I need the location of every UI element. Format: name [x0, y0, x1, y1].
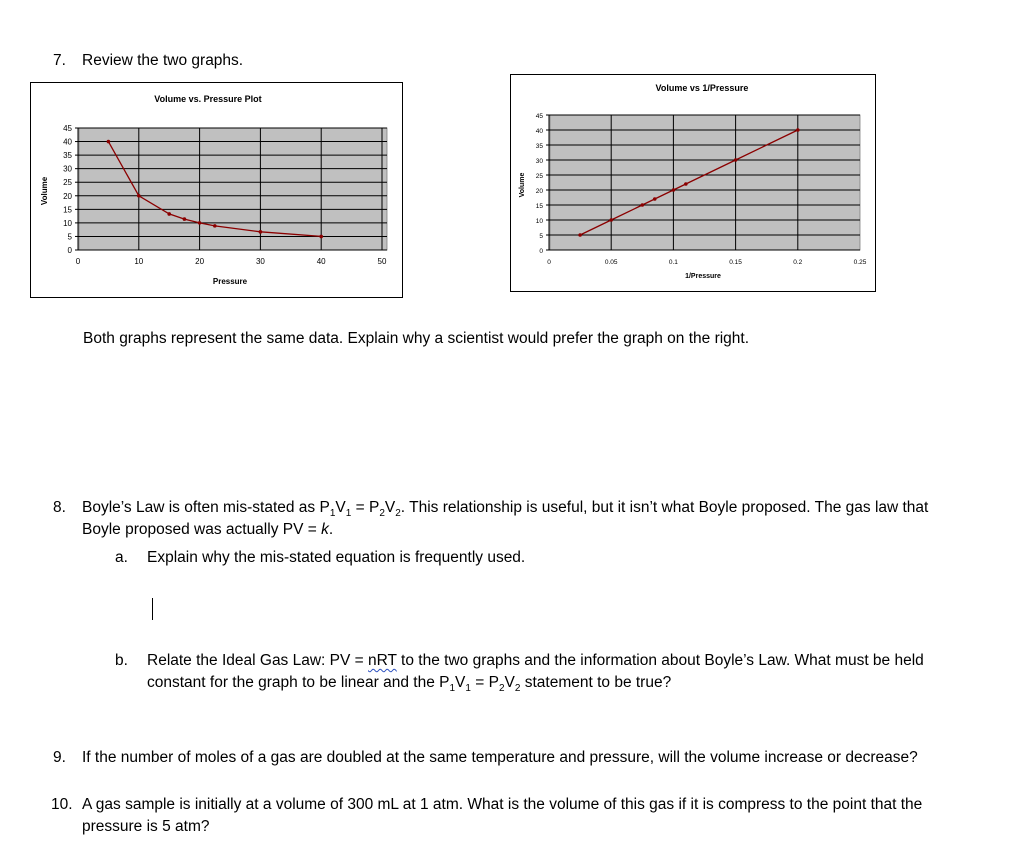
x-tick-label: 0.25 [853, 259, 867, 266]
x-tick-label: 0 [547, 259, 551, 266]
spellcheck-word[interactable]: nRT [368, 652, 397, 669]
y-tick-label: 20 [63, 191, 72, 201]
y-tick-label: 15 [535, 203, 543, 210]
data-point [107, 140, 111, 144]
x-tick-label: 50 [377, 257, 387, 266]
question-8b [115, 650, 924, 672]
y-tick-label: 40 [63, 137, 72, 147]
x-tick-label: 30 [255, 257, 265, 266]
question-7-number: 7. [53, 52, 66, 69]
data-point [684, 182, 688, 186]
question-8a-label: a. [115, 549, 128, 566]
x-axis-label: 1/Pressure [685, 273, 721, 280]
question-10-line-2: pressure is 5 atm? [82, 818, 210, 835]
data-point [137, 194, 141, 198]
y-tick-label: 15 [63, 205, 72, 215]
y-tick-label: 10 [63, 218, 72, 228]
data-point [167, 212, 171, 216]
question-9-number: 9. [53, 749, 66, 766]
question-10-number: 10. [51, 796, 73, 813]
y-tick-label: 40 [535, 128, 543, 135]
volume-inverse-pressure-chart [510, 74, 876, 292]
x-axis-label: Pressure [212, 277, 248, 286]
y-tick-label: 5 [539, 233, 543, 240]
plot-area [550, 115, 860, 250]
question-10 [51, 794, 923, 816]
question-8a-text: Explain why the mis-stated equation is frequently used. [147, 549, 526, 566]
question-8b-label: b. [115, 652, 128, 669]
y-tick-label: 5 [67, 232, 72, 242]
data-point [259, 230, 263, 234]
data-point [734, 158, 738, 162]
volume-pressure-chart [30, 82, 403, 298]
y-tick-label: 45 [535, 113, 543, 120]
question-9-text: If the number of moles of a gas are doubled at the same temperature and pressure, will the volume increase or decrease? [82, 749, 918, 766]
question-10-line-1: A gas sample is initially at a volume of 300 mL at 1 atm. What is the volume of this gas if it is compress to the point that the [82, 796, 923, 813]
text-cursor[interactable] [152, 598, 153, 620]
data-point [609, 218, 613, 222]
question-8a [115, 547, 526, 569]
question-8b-line-2: constant for the graph to be linear and the $P_1V_1 = P_2V_2$ statement to be true? [147, 674, 672, 695]
data-point [319, 235, 323, 239]
y-tick-label: 30 [63, 164, 72, 174]
y-tick-label: 20 [535, 188, 543, 195]
y-axis-label: Volume [40, 176, 49, 206]
data-point [213, 224, 217, 228]
question-7-text: Review the two graphs. [82, 52, 244, 69]
chart-title: Volume vs 1/Pressure [655, 83, 749, 93]
chart-title: Volume vs. Pressure Plot [154, 94, 262, 104]
volume-inverse-pressure-chart-svg [511, 75, 875, 291]
y-axis-label: Volume [519, 172, 526, 198]
data-point [796, 128, 800, 132]
data-point [198, 221, 202, 225]
x-tick-label: 10 [134, 257, 144, 266]
x-tick-label: 0.15 [729, 259, 742, 266]
x-tick-label: 0.2 [793, 259, 803, 266]
data-point [672, 188, 676, 192]
question-8-line-1: Boyle’s Law is often mis-stated as $P_1V_1 = P_2V_2$. This relationship is useful, but it isn’t what Boyle proposed. The gas law that [82, 499, 929, 520]
question-8-number: 8. [53, 499, 66, 516]
question-8-line-2: Boyle proposed was actually PV = k. [82, 521, 334, 538]
data-point [641, 203, 645, 207]
data-point [653, 197, 657, 201]
y-tick-label: 35 [63, 151, 72, 161]
question-7-prompt [53, 50, 244, 72]
x-tick-label: 40 [316, 257, 326, 266]
question-9 [53, 747, 918, 769]
plot-area [79, 128, 387, 250]
y-tick-label: 0 [67, 246, 72, 255]
y-tick-label: 25 [535, 173, 543, 180]
question-8b-line-1: Relate the Ideal Gas Law: PV = nRT to the two graphs and the information about Boyle’s Law. What must be held [147, 652, 924, 669]
y-tick-label: 30 [535, 158, 543, 165]
volume-pressure-chart-svg [31, 83, 402, 297]
y-tick-label: 45 [63, 124, 72, 133]
y-tick-label: 10 [535, 218, 543, 225]
x-tick-label: 0 [75, 257, 81, 266]
x-tick-label: 20 [195, 257, 205, 266]
question-8 [53, 497, 929, 520]
x-tick-label: 0.05 [604, 259, 618, 266]
x-tick-label: 0.1 [668, 259, 678, 266]
data-point [183, 217, 187, 221]
data-point [578, 233, 582, 237]
y-tick-label: 35 [535, 143, 543, 150]
y-tick-label: 0 [539, 248, 543, 255]
y-tick-label: 25 [63, 178, 72, 188]
question-7-explain: Both graphs represent the same data. Explain why a scientist would prefer the graph on the right. [83, 330, 750, 347]
